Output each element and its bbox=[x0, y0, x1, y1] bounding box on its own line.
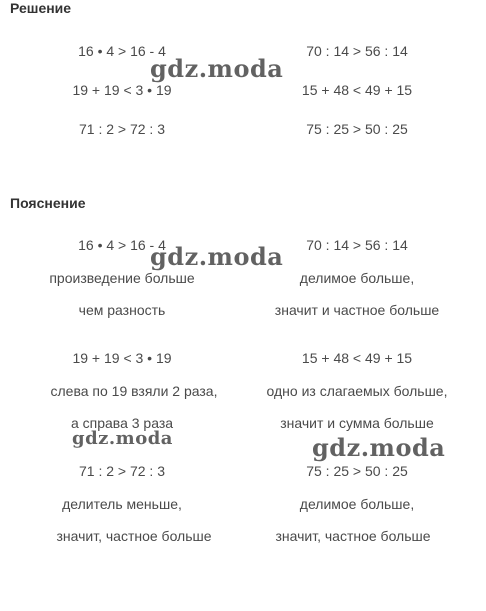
solution-right-2: 15 + 48 < 49 + 15 bbox=[301, 82, 413, 98]
explanation-heading: Пояснение bbox=[10, 195, 86, 211]
explanation-1-left-text-1: произведение больше bbox=[49, 270, 195, 286]
explanation-1-right-text-2: значит и частное больше bbox=[274, 302, 440, 318]
solution-left-1: 16 • 4 > 16 - 4 bbox=[78, 43, 166, 59]
explanation-3-left-text-2: значит, частное больше bbox=[56, 528, 212, 544]
watermark-4: gdz.moda bbox=[312, 433, 446, 462]
explanation-3-right-expr: 75 : 25 > 50 : 25 bbox=[306, 463, 408, 479]
explanation-2-right-expr: 15 + 48 < 49 + 15 bbox=[301, 350, 413, 366]
solution-right-1: 70 : 14 > 56 : 14 bbox=[306, 43, 408, 59]
explanation-1-left-text-2: чем разность bbox=[78, 302, 166, 318]
solution-right-3: 75 : 25 > 50 : 25 bbox=[306, 121, 408, 137]
solution-left-2: 19 + 19 < 3 • 19 bbox=[72, 82, 172, 98]
solution-left-3: 71 : 2 > 72 : 3 bbox=[78, 121, 166, 137]
explanation-1-right-text-1: делимое больше, bbox=[299, 270, 415, 286]
explanation-1-right-expr: 70 : 14 > 56 : 14 bbox=[306, 237, 408, 253]
explanation-2-left-text-2: а справа 3 раза bbox=[70, 415, 174, 431]
explanation-3-right-text-2: значит, частное больше bbox=[275, 528, 431, 544]
watermark-2: gdz.moda bbox=[150, 242, 284, 271]
explanation-3-right-text-1: делимое больше, bbox=[299, 496, 415, 512]
explanation-2-left-text-1: слева по 19 взяли 2 раза, bbox=[50, 383, 218, 399]
explanation-3-left-text-1: делитель меньше, bbox=[62, 496, 182, 512]
watermark-3: gdz.moda bbox=[72, 428, 173, 449]
explanation-3-left-expr: 71 : 2 > 72 : 3 bbox=[78, 463, 166, 479]
explanation-2-left-expr: 19 + 19 < 3 • 19 bbox=[72, 350, 172, 366]
explanation-1-left-expr: 16 • 4 > 16 - 4 bbox=[78, 237, 166, 253]
solution-heading: Решение bbox=[10, 0, 72, 16]
explanation-2-right-text-2: значит и сумма больше bbox=[280, 415, 434, 431]
watermark-1: gdz.moda bbox=[150, 54, 284, 83]
explanation-2-right-text-1: одно из слагаемых больше, bbox=[266, 383, 448, 399]
